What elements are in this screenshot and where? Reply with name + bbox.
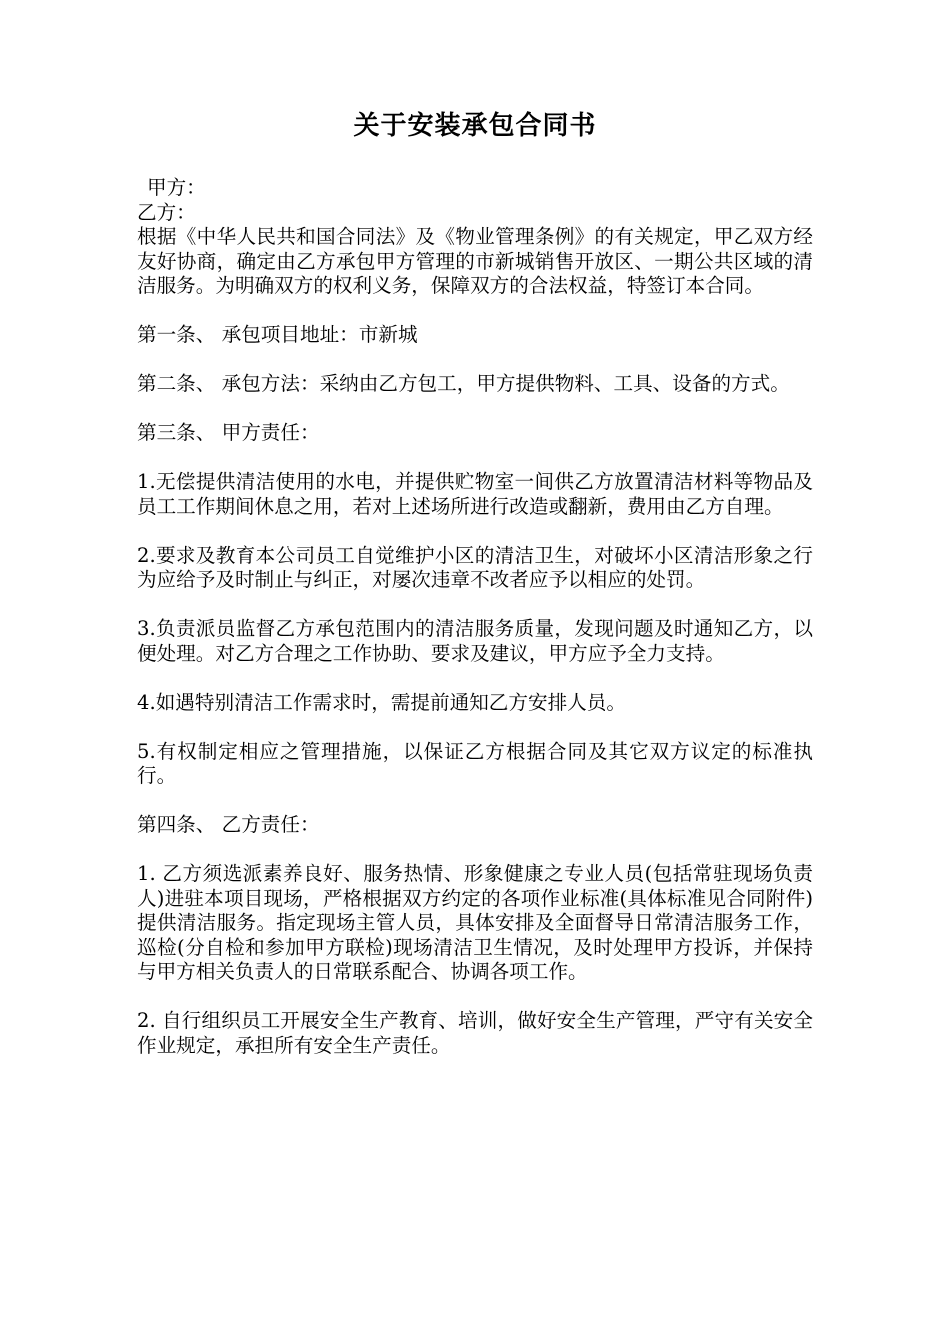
- document-page: [137, 106, 813, 1058]
- article-3-item-2: 2.要求及教育本公司员工自觉维护小区的清洁卫生，对破坏小区清洁形象之行为应给予及时制止与纠正，对屡次违章不改者应予以相应的处罚。: [137, 543, 813, 591]
- party-b-line: 乙方：: [137, 200, 196, 224]
- article-1: 第一条、 承包项目地址：市新城: [137, 323, 418, 346]
- article-3-heading: 第三条、 甲方责任：: [137, 421, 320, 444]
- article-3-item-5: 5.有权制定相应之管理措施，以保证乙方根据合同及其它双方议定的标准执行。: [137, 739, 813, 787]
- article-4-item-2: 2. 自行组织员工开展安全生产教育、培训，做好安全生产管理，严守有关安全作业规定，承担所有安全生产责任。: [137, 1009, 813, 1057]
- intro-paragraph: 根据《中华人民共和国合同法》及《物业管理条例》的有关规定，甲乙双方经友好协商，确定由乙方承包甲方管理的市新城销售开放区、一期公共区域的清洁服务。为明确双方的权利义务，保障双方的合法权益，特签订本合同。: [137, 225, 813, 297]
- article-2: 第二条、 承包方法：采纳由乙方包工，甲方提供物料、工具、设备的方式。: [137, 372, 790, 395]
- party-a-line: 甲方：: [147, 176, 206, 199]
- article-3-item-4: 4.如遇特别清洁工作需求时，需提前通知乙方安排人员。: [137, 690, 626, 714]
- article-4-heading: 第四条、 乙方责任：: [137, 813, 320, 836]
- article-3-item-3: 3.负责派员监督乙方承包范围内的清洁服务质量，发现问题及时通知乙方，以便处理。对乙方合理之工作协助、要求及建议，甲方应予全力支持。: [137, 617, 813, 665]
- article-4-item-1: 1. 乙方须选派素养良好、服务热情、形象健康之专业人员(包括常驻现场负责人)进驻本项目现场，严格根据双方约定的各项作业标准(具体标准见合同附件)提供清洁服务。指定现场主管人员，具体安排及全面督导日常清洁服务工作，巡检(分自检和参加甲方联检)现场清洁卫生情况，及时处理甲方投诉，并保持与甲方相关负责人的日常联系配合、协调各项工作。: [137, 862, 813, 983]
- document-title: 关于安装承包合同书: [353, 111, 597, 141]
- article-3-item-1: 1.无偿提供清洁使用的水电，并提供贮物室一间供乙方放置清洁材料等物品及员工工作期间休息之用，若对上述场所进行改造或翻新，费用由乙方自理。: [137, 470, 813, 518]
